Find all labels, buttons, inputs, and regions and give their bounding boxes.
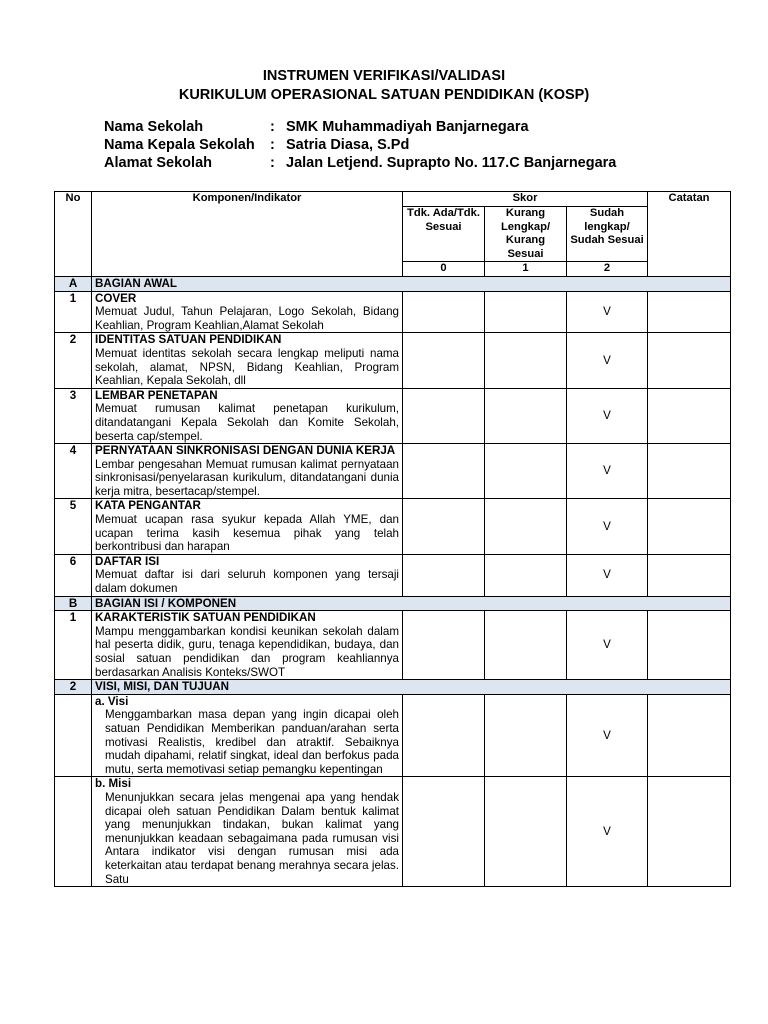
row-desc: Memuat daftar isi dari seluruh komponen yang tersaji dalam dokumen [95, 568, 399, 596]
info-sep: : [270, 119, 275, 135]
info-principal [104, 137, 409, 153]
section-a-title: BAGIAN AWAL [92, 276, 731, 291]
row-no: 2 [55, 333, 92, 388]
row-desc: Memuat Judul, Tahun Pelajaran, Logo Sekolah, Bidang Keahlian, Program Keahlian,Alamat Sekolah [95, 305, 399, 332]
row-no: 6 [55, 554, 92, 596]
header-no: No [55, 192, 92, 277]
row-title: a. Visi [95, 694, 129, 708]
info-address [104, 155, 616, 171]
header-skor: Skor [403, 192, 648, 207]
score-value-0: 0 [403, 262, 485, 277]
check-mark: V [567, 444, 648, 499]
check-mark: V [567, 611, 648, 680]
row-title: PERNYATAAN SINKRONISASI DENGAN DUNIA KERJA [95, 444, 396, 458]
row-no: 3 [55, 388, 92, 443]
header-catatan: Catatan [648, 192, 731, 277]
info-label: Nama Sekolah [104, 119, 204, 135]
header-skor-0: Tdk. Ada/Tdk. Sesuai [403, 207, 485, 262]
check-mark: V [567, 388, 648, 443]
header-skor-2: Sudah lengkap/ Sudah Sesuai [567, 207, 648, 262]
info-sep: : [270, 155, 275, 171]
row-desc: Mampu menggambarkan kondisi keunikan sekolah dalam hal peserta didik, guru, tenaga kependidikan, budaya, dan sosial satuan pendidikan dan program keahliannya berdasarkan Analisis Konteks/SWOT [95, 624, 399, 679]
row-desc: Memuat identitas sekolah secara lengkap meliputi nama sekolah, alamat, NPSN, Bidang Keahlian, Program Keahlian, Kepala Sekolah, dll [95, 346, 399, 388]
header-skor-1: Kurang Lengkap/ Kurang Sesuai [485, 207, 567, 262]
check-mark: V [567, 694, 648, 777]
table-row [55, 554, 731, 596]
table-row [55, 333, 731, 388]
row-title: IDENTITAS SATUAN PENDIDIKAN [95, 333, 282, 347]
header-komponen: Komponen/Indikator [92, 192, 403, 277]
document-title-2: KURIKULUM OPERASIONAL SATUAN PENDIDIKAN (KOSP) [178, 87, 590, 103]
row-desc: Memuat rumusan kalimat penetapan kurikulum, ditandatangani Kepala Sekolah dan Komite Sekolah, beserta cap/stempel. [95, 402, 399, 443]
section-a-no: A [55, 276, 92, 291]
row-title: LEMBAR PENETAPAN [95, 388, 218, 402]
check-mark: V [567, 499, 648, 554]
info-value: Satria Diasa, S.Pd [286, 137, 410, 153]
subsection-title: VISI, MISI, DAN TUJUAN [92, 680, 731, 695]
section-b-title: BAGIAN ISI / KOMPONEN [92, 596, 731, 611]
row-title: COVER [95, 291, 137, 305]
info-school-name [104, 119, 529, 135]
info-label: Alamat Sekolah [104, 155, 212, 171]
table-row [55, 291, 731, 333]
table-row [55, 611, 731, 680]
table-row [55, 694, 731, 777]
verification-table [54, 191, 731, 887]
row-desc: Menggambarkan masa depan yang ingin dicapai oleh satuan Pendidikan Memberikan panduan/arahan serta motivasi Realistis, kredibel dan atraktif. Sebaiknya mudah dipahami, relatif singkat, ideal dan berfokus pada mutu, serta memotivasi setiap pemangku kepentingan [105, 708, 399, 776]
check-mark: V [567, 333, 648, 388]
row-no: 1 [55, 611, 92, 680]
subsection-no: 2 [55, 680, 92, 695]
row-desc: Menunjukkan secara jelas mengenai apa yang hendak dicapai oleh satuan Pendidikan Dalam bentuk kalimat yang menunjukkan tindakan, bukan kalimat yang menunjukkan keadaan sebagaimana pada rumusan visi Antara indikator visi dengan rumusan misi ada keterkaitan atau terdapat benang merahnya secara jelas. Satu [105, 790, 399, 886]
document-title-1: INSTRUMEN VERIFIKASI/VALIDASI [262, 68, 506, 84]
check-mark: V [567, 554, 648, 596]
row-title: b. Misi [95, 777, 132, 791]
row-title: KARAKTERISTIK SATUAN PENDIDIKAN [95, 611, 316, 625]
section-b-row [55, 596, 731, 611]
section-a-row [55, 276, 731, 291]
table-row [55, 777, 731, 887]
check-mark: V [567, 291, 648, 333]
row-title: KATA PENGANTAR [95, 499, 201, 513]
info-value: SMK Muhammadiyah Banjarnegara [286, 119, 529, 135]
subsection-row [55, 680, 731, 695]
section-b-no: B [55, 596, 92, 611]
score-value-1: 1 [485, 262, 567, 277]
row-title: DAFTAR ISI [95, 554, 160, 568]
table-row [55, 444, 731, 499]
check-mark: V [567, 777, 648, 887]
table-row [55, 499, 731, 554]
row-desc: Lembar pengesahan Memuat rumusan kalimat pernyataan sinkronisasi/penyelarasan kurikulum, ditandatangani dunia kerja mitra, besertacap/stempel. [95, 457, 399, 498]
score-value-2: 2 [567, 262, 648, 277]
row-desc: Memuat ucapan rasa syukur kepada Allah YME, dan ucapan terima kasih kesemua pihak yang telah berkontribusi dan harapan [95, 513, 399, 554]
table-row [55, 388, 731, 443]
info-value: Jalan Letjend. Suprapto No. 117.C Banjarnegara [286, 155, 617, 171]
info-sep: : [270, 137, 275, 153]
row-no: 5 [55, 499, 92, 554]
info-label: Nama Kepala Sekolah [104, 137, 255, 153]
row-no: 1 [55, 291, 92, 333]
row-no: 4 [55, 444, 92, 499]
